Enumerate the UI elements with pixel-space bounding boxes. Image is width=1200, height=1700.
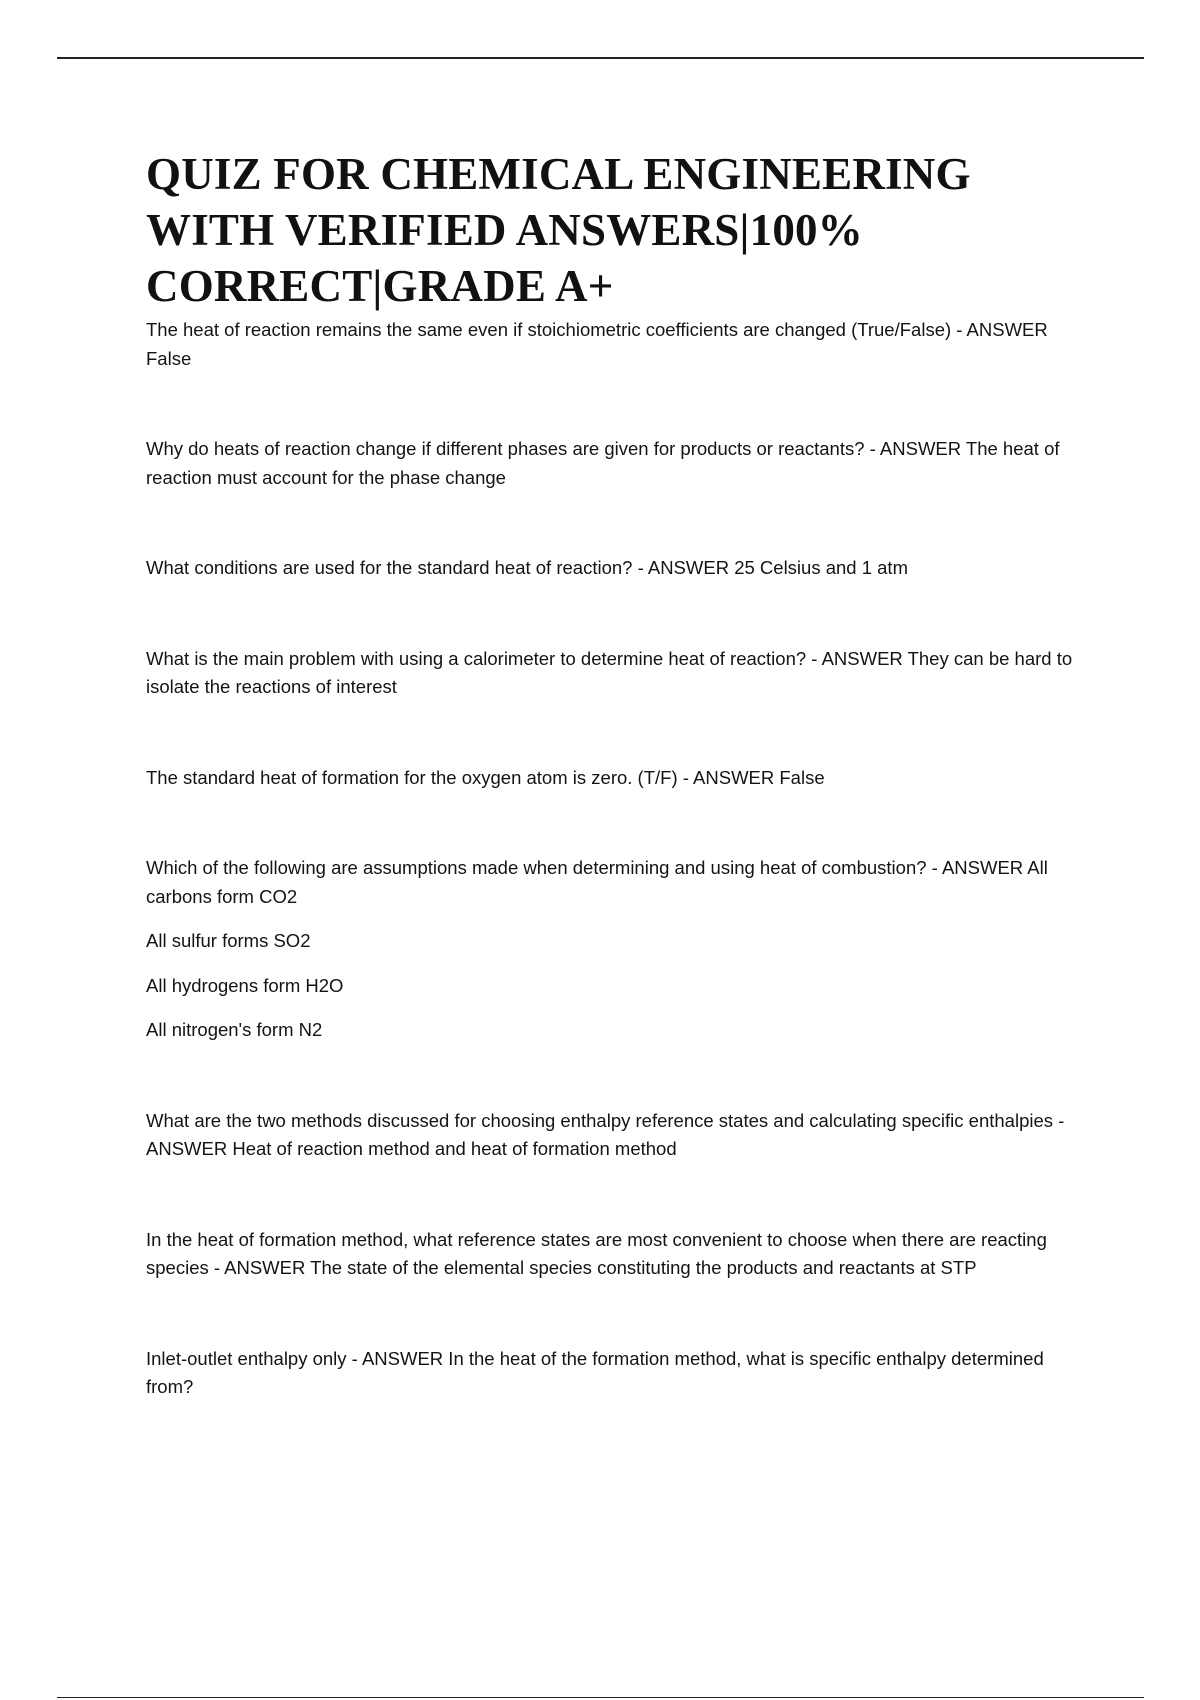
qa-text: Inlet-outlet enthalpy only - ANSWER In the heat of the formation method, what is specific enthalpy determined from? (146, 1347, 1044, 1397)
qa-text: What conditions are used for the standard heat of reaction? - ANSWER 25 Celsius and 1 atm (146, 557, 908, 578)
qa-text: The heat of reaction remains the same even if stoichiometric coefficients are changed (True/False) - ANSWER False (146, 319, 1048, 369)
qa-item (146, 1107, 1088, 1164)
qa-item (146, 1345, 1088, 1402)
qa-item (146, 554, 1088, 583)
qa-item (146, 435, 1088, 492)
qa-answer-line: All nitrogen's form N2 (146, 1019, 323, 1040)
qa-text: What are the two methods discussed for choosing enthalpy reference states and calculating specific enthalpies - ANSWER Heat of reaction method and heat of formation method (146, 1109, 1065, 1159)
document-title: QUIZ FOR CHEMICAL ENGINEERING WITH VERIFIED ANSWERS|100% CORRECT|GRADE A+ (146, 149, 971, 311)
qa-item (146, 645, 1088, 702)
qa-text: Which of the following are assumptions made when determining and using heat of combustion? - ANSWER All carbons form CO2 (146, 857, 1048, 907)
bottom-rule (57, 1697, 1144, 1698)
qa-answer-line: All hydrogens form H2O (146, 974, 344, 996)
document-body (146, 146, 1088, 1402)
qa-text: Why do heats of reaction change if different phases are given for products or reactants? - ANSWER The heat of reaction must account for the phase change (146, 438, 1060, 488)
qa-text: The standard heat of formation for the oxygen atom is zero. (T/F) - ANSWER False (146, 766, 825, 788)
qa-item (146, 1226, 1088, 1283)
qa-item (146, 316, 1088, 373)
qa-answer-line: All sulfur forms SO2 (146, 930, 311, 951)
qa-list (146, 316, 1088, 1402)
qa-text: What is the main problem with using a calorimeter to determine heat of reaction? - ANSWER They can be hard to isolate the reactions of interest (146, 647, 1073, 697)
qa-item (146, 764, 1088, 793)
qa-text: In the heat of formation method, what reference states are most convenient to choose when there are reacting species - ANSWER The state of the elemental species constituting the products and reactants at STP (146, 1228, 1047, 1278)
qa-item (146, 854, 1088, 1045)
top-rule (57, 57, 1144, 59)
